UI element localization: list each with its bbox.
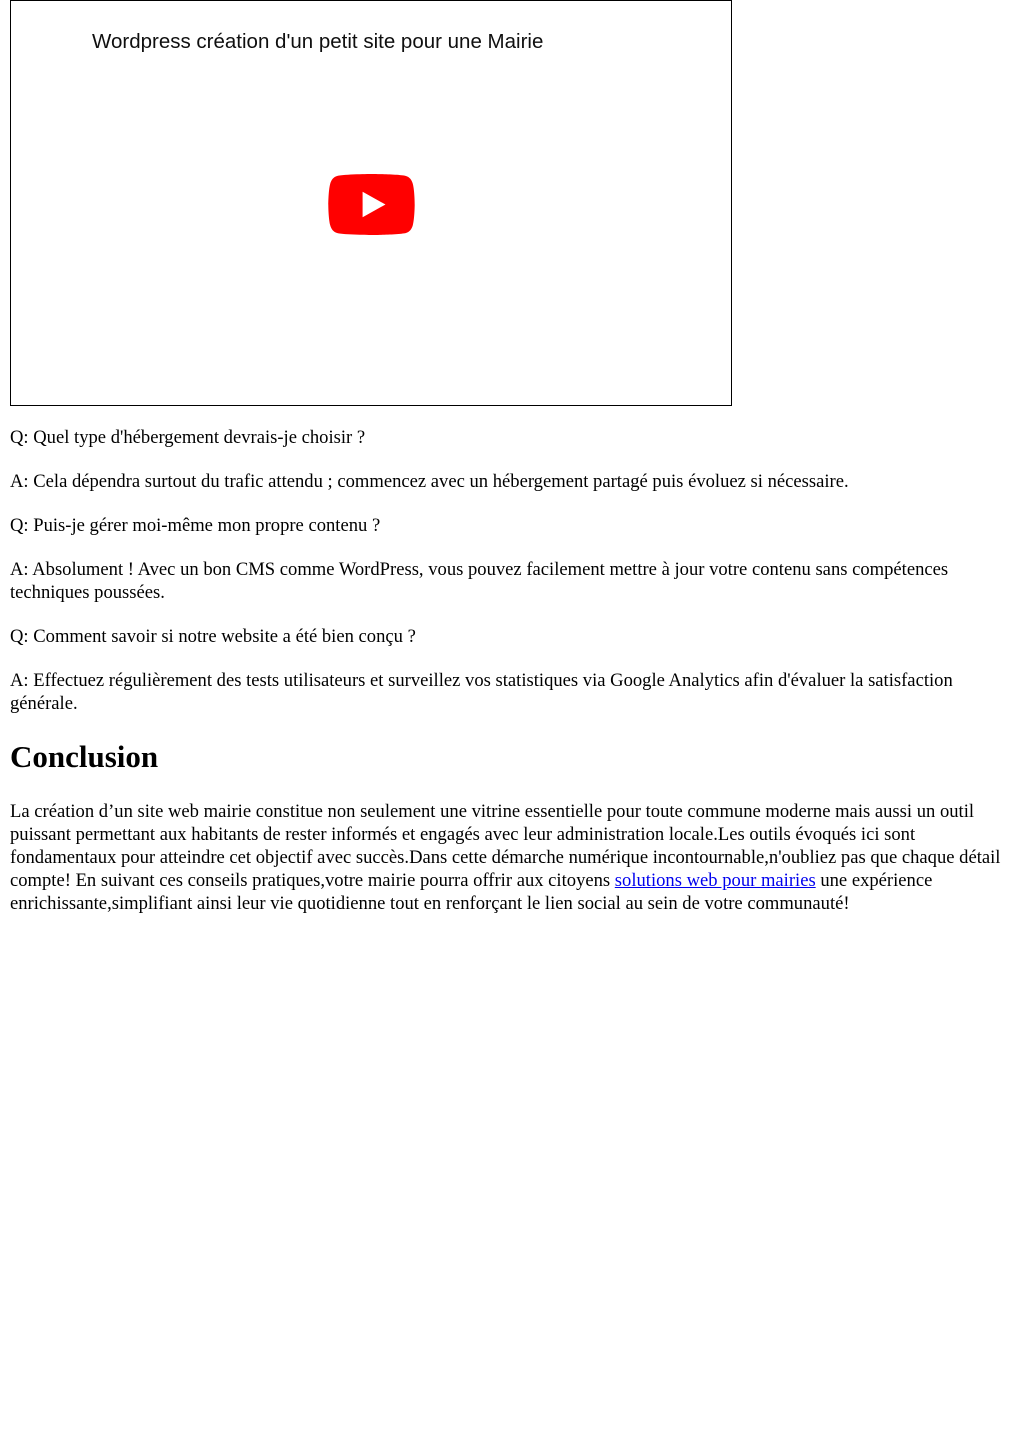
faq-answer: A: Effectuez régulièrement des tests utilisateurs et surveillez vos statistiques via Google Analytics afin d'évaluer la satisfaction générale. [10,670,953,714]
youtube-play-icon[interactable] [328,174,415,235]
faq-question: Q: Puis-je gérer moi-même mon propre contenu ? [10,515,381,536]
solutions-web-link[interactable]: solutions web pour mairies [614,870,816,891]
play-button-svg [328,174,415,235]
conclusion-heading: Conclusion [10,739,159,774]
conclusion-paragraph [10,800,1014,915]
youtube-video-embed[interactable] [10,0,732,406]
faq-question: Q: Comment savoir si notre website a été bien conçu ? [10,626,416,647]
faq-answer: A: Cela dépendra surtout du trafic attendu ; commencez avec un hébergement partagé puis évoluez si nécessaire. [10,471,849,492]
faq-question: Q: Quel type d'hébergement devrais-je choisir ? [10,427,366,448]
video-title[interactable]: Wordpress création d'un petit site pour une Mairie [92,30,544,53]
conclusion-text-start: La création d’un site web mairie constitue non seulement une vitrine essentielle pour toute commune moderne mais aussi un outil puissant permettant aux habitants de rester informés et engagés avec leur administration locale.Les outils évoqués ici sont fondamentaux pour atteindre cet objectif avec succès.Dans cette démarche numérique incontournable,n'oubliez pas que chaque détail compte! En suivant ces conseils pratiques,votre mairie pourra offrir aux citoyens [10,801,1001,891]
conclusion-text-end: une expérience enrichissante,simplifiant ainsi leur vie quotidienne tout en renforçant le lien social au sein de votre communauté! [10,870,933,914]
faq-answer: A: Absolument ! Avec un bon CMS comme WordPress, vous pouvez facilement mettre à jour votre contenu sans compétences techniques poussées. [10,559,949,603]
article-content [10,426,1014,936]
